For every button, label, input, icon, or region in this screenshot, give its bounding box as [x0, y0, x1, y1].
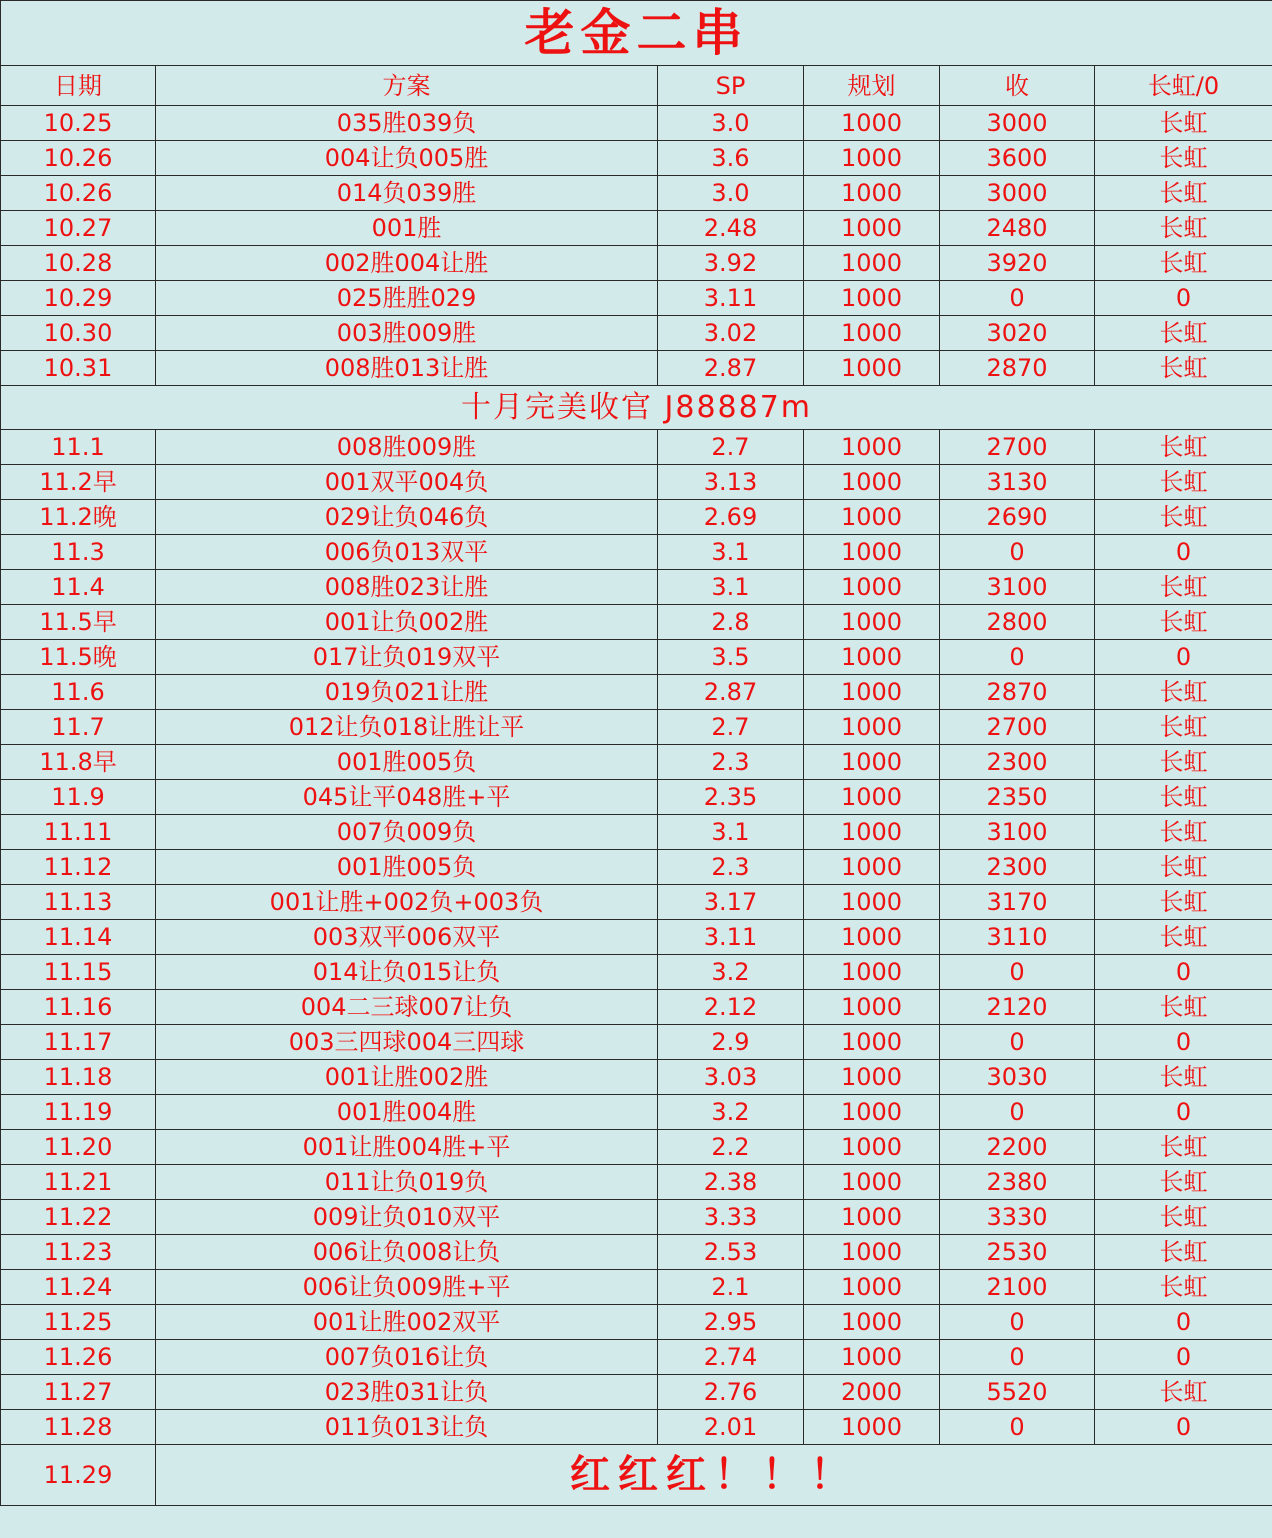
table-row — [1, 885, 1272, 920]
cell-sp: 3.2 — [658, 1095, 804, 1130]
table-row — [1, 316, 1272, 351]
table-row — [1, 1060, 1272, 1095]
cell-return: 3100 — [940, 815, 1095, 850]
cell-stake: 1000 — [804, 570, 940, 605]
table-row — [1, 955, 1272, 990]
cell-date: 11.28 — [1, 1410, 156, 1445]
cell-sp: 2.35 — [658, 780, 804, 815]
cell-stake: 1000 — [804, 1095, 940, 1130]
cell-stake: 1000 — [804, 1025, 940, 1060]
cell-plan: 001胜 — [156, 211, 658, 246]
cell-date: 10.31 — [1, 351, 156, 386]
cell-result: 长虹 — [1095, 885, 1272, 920]
cell-date: 11.24 — [1, 1270, 156, 1305]
cell-plan: 001让胜002双平 — [156, 1305, 658, 1340]
header-date: 日期 — [1, 66, 156, 106]
cell-result: 长虹 — [1095, 246, 1272, 281]
cell-sp: 3.6 — [658, 141, 804, 176]
cell-stake: 1000 — [804, 605, 940, 640]
table-row — [1, 1305, 1272, 1340]
cell-sp: 3.0 — [658, 176, 804, 211]
cell-plan: 001胜005负 — [156, 745, 658, 780]
cell-plan: 001让负002胜 — [156, 605, 658, 640]
cell-stake: 1000 — [804, 815, 940, 850]
cell-sp: 3.13 — [658, 465, 804, 500]
cell-sp: 2.74 — [658, 1340, 804, 1375]
cell-result: 0 — [1095, 281, 1272, 316]
cell-sp: 3.11 — [658, 281, 804, 316]
header-plan: 方案 — [156, 66, 658, 106]
cell-plan: 014负039胜 — [156, 176, 658, 211]
cell-sp: 2.95 — [658, 1305, 804, 1340]
cell-stake: 1000 — [804, 465, 940, 500]
cell-sp: 2.3 — [658, 850, 804, 885]
cell-sp: 2.87 — [658, 675, 804, 710]
cell-date: 11.2早 — [1, 465, 156, 500]
cell-sp: 2.48 — [658, 211, 804, 246]
cell-sp: 2.76 — [658, 1375, 804, 1410]
cell-result: 长虹 — [1095, 1130, 1272, 1165]
cell-stake: 1000 — [804, 1410, 940, 1445]
cell-result: 长虹 — [1095, 500, 1272, 535]
cell-return: 0 — [940, 535, 1095, 570]
cell-return: 2300 — [940, 850, 1095, 885]
cell-return: 2700 — [940, 430, 1095, 465]
cell-plan: 007负016让负 — [156, 1340, 658, 1375]
cell-date: 11.7 — [1, 710, 156, 745]
cell-date: 11.18 — [1, 1060, 156, 1095]
cell-return: 2350 — [940, 780, 1095, 815]
cell-plan: 019负021让胜 — [156, 675, 658, 710]
cell-result: 长虹 — [1095, 106, 1272, 141]
cell-result: 长虹 — [1095, 605, 1272, 640]
cell-sp: 2.53 — [658, 1235, 804, 1270]
cell-date: 11.4 — [1, 570, 156, 605]
cell-result: 0 — [1095, 1025, 1272, 1060]
cell-return: 3000 — [940, 106, 1095, 141]
cell-plan: 003胜009胜 — [156, 316, 658, 351]
cell-sp: 2.8 — [658, 605, 804, 640]
cell-result: 0 — [1095, 640, 1272, 675]
cell-date: 10.26 — [1, 176, 156, 211]
cell-sp: 2.1 — [658, 1270, 804, 1305]
table-row — [1, 815, 1272, 850]
cell-stake: 1000 — [804, 920, 940, 955]
cell-date: 11.25 — [1, 1305, 156, 1340]
cell-plan: 008胜023让胜 — [156, 570, 658, 605]
cell-stake: 1000 — [804, 640, 940, 675]
cell-plan: 002胜004让胜 — [156, 246, 658, 281]
table-row — [1, 1235, 1272, 1270]
table-row — [1, 745, 1272, 780]
cell-date: 11.3 — [1, 535, 156, 570]
cell-stake: 1000 — [804, 780, 940, 815]
cell-date: 11.11 — [1, 815, 156, 850]
table-row — [1, 535, 1272, 570]
cell-return: 3600 — [940, 141, 1095, 176]
cell-date: 11.26 — [1, 1340, 156, 1375]
table-row — [1, 1270, 1272, 1305]
cell-stake: 1000 — [804, 990, 940, 1025]
header-stake: 规划 — [804, 66, 940, 106]
cell-sp: 2.01 — [658, 1410, 804, 1445]
cell-date: 11.20 — [1, 1130, 156, 1165]
cell-date: 11.22 — [1, 1200, 156, 1235]
cell-plan: 011让负019负 — [156, 1165, 658, 1200]
table-row — [1, 850, 1272, 885]
cell-date: 10.27 — [1, 211, 156, 246]
cell-result: 长虹 — [1095, 710, 1272, 745]
cell-return: 3130 — [940, 465, 1095, 500]
cell-sp: 3.0 — [658, 106, 804, 141]
cell-return: 2120 — [940, 990, 1095, 1025]
cell-stake: 1000 — [804, 281, 940, 316]
cell-result: 长虹 — [1095, 1165, 1272, 1200]
cell-plan: 001胜005负 — [156, 850, 658, 885]
table-row — [1, 675, 1272, 710]
table-row — [1, 1375, 1272, 1410]
cell-date: 11.21 — [1, 1165, 156, 1200]
cell-result: 长虹 — [1095, 570, 1272, 605]
cell-stake: 1000 — [804, 955, 940, 990]
cell-plan: 014让负015让负 — [156, 955, 658, 990]
cell-return: 2870 — [940, 351, 1095, 386]
cell-date: 11.9 — [1, 780, 156, 815]
cell-result: 长虹 — [1095, 1375, 1272, 1410]
cell-stake: 1000 — [804, 710, 940, 745]
cell-plan: 006负013双平 — [156, 535, 658, 570]
cell-result: 长虹 — [1095, 1200, 1272, 1235]
cell-result: 长虹 — [1095, 465, 1272, 500]
cell-stake: 1000 — [804, 351, 940, 386]
cell-date: 11.17 — [1, 1025, 156, 1060]
cell-date: 11.27 — [1, 1375, 156, 1410]
cell-sp: 3.03 — [658, 1060, 804, 1095]
cell-result: 长虹 — [1095, 1235, 1272, 1270]
cell-date: 11.23 — [1, 1235, 156, 1270]
cell-sp: 2.3 — [658, 745, 804, 780]
sheet-title: 老金二串 — [1, 1, 1272, 66]
cell-return: 0 — [940, 1410, 1095, 1445]
cell-sp: 3.5 — [658, 640, 804, 675]
cell-plan: 035胜039负 — [156, 106, 658, 141]
cell-result: 长虹 — [1095, 850, 1272, 885]
cell-sp: 2.69 — [658, 500, 804, 535]
cell-plan: 001让胜004胜+平 — [156, 1130, 658, 1165]
table-row — [1, 465, 1272, 500]
table-row — [1, 351, 1272, 386]
cell-return: 3020 — [940, 316, 1095, 351]
cell-stake: 1000 — [804, 1165, 940, 1200]
cell-return: 0 — [940, 640, 1095, 675]
cell-result: 长虹 — [1095, 176, 1272, 211]
cell-sp: 3.1 — [658, 570, 804, 605]
cell-plan: 004二三球007让负 — [156, 990, 658, 1025]
cell-return: 3030 — [940, 1060, 1095, 1095]
cell-return: 0 — [940, 1340, 1095, 1375]
cell-result: 0 — [1095, 955, 1272, 990]
cell-plan: 017让负019双平 — [156, 640, 658, 675]
table-row — [1, 106, 1272, 141]
cell-result: 0 — [1095, 1340, 1272, 1375]
cell-return: 2690 — [940, 500, 1095, 535]
table-row — [1, 570, 1272, 605]
cell-date: 11.19 — [1, 1095, 156, 1130]
cell-plan: 012让负018让胜让平 — [156, 710, 658, 745]
table-row — [1, 605, 1272, 640]
cell-return: 2530 — [940, 1235, 1095, 1270]
cell-plan: 011负013让负 — [156, 1410, 658, 1445]
cell-plan: 007负009负 — [156, 815, 658, 850]
table-row — [1, 1200, 1272, 1235]
cell-result: 长虹 — [1095, 141, 1272, 176]
cell-stake: 1000 — [804, 1200, 940, 1235]
table-row — [1, 710, 1272, 745]
cell-sp: 2.7 — [658, 710, 804, 745]
cell-sp: 3.17 — [658, 885, 804, 920]
cell-return: 2800 — [940, 605, 1095, 640]
header-return: 收 — [940, 66, 1095, 106]
cell-stake: 1000 — [804, 211, 940, 246]
cell-plan: 001让胜002胜 — [156, 1060, 658, 1095]
cell-return: 2480 — [940, 211, 1095, 246]
cell-date: 11.5晚 — [1, 640, 156, 675]
table-row — [1, 211, 1272, 246]
cell-result: 长虹 — [1095, 316, 1272, 351]
cell-sp: 3.92 — [658, 246, 804, 281]
final-message: 红红红！！！ — [156, 1445, 1272, 1506]
cell-result: 0 — [1095, 1410, 1272, 1445]
cell-return: 2870 — [940, 675, 1095, 710]
cell-date: 11.14 — [1, 920, 156, 955]
cell-stake: 1000 — [804, 500, 940, 535]
cell-plan: 009让负010双平 — [156, 1200, 658, 1235]
cell-return: 0 — [940, 955, 1095, 990]
cell-stake: 1000 — [804, 885, 940, 920]
cell-plan: 001双平004负 — [156, 465, 658, 500]
table-row — [1, 990, 1272, 1025]
cell-sp: 3.33 — [658, 1200, 804, 1235]
cell-result: 长虹 — [1095, 990, 1272, 1025]
cell-plan: 045让平048胜+平 — [156, 780, 658, 815]
cell-date: 11.5早 — [1, 605, 156, 640]
cell-result: 长虹 — [1095, 920, 1272, 955]
cell-plan: 006让负009胜+平 — [156, 1270, 658, 1305]
table-row — [1, 1165, 1272, 1200]
cell-date: 10.25 — [1, 106, 156, 141]
final-row — [1, 1445, 1272, 1506]
cell-date: 11.13 — [1, 885, 156, 920]
cell-stake: 1000 — [804, 246, 940, 281]
cell-stake: 1000 — [804, 535, 940, 570]
table-row — [1, 1340, 1272, 1375]
cell-stake: 1000 — [804, 1130, 940, 1165]
cell-return: 3100 — [940, 570, 1095, 605]
cell-plan: 029让负046负 — [156, 500, 658, 535]
cell-plan: 004让负005胜 — [156, 141, 658, 176]
final-date: 11.29 — [1, 1445, 156, 1506]
cell-plan: 006让负008让负 — [156, 1235, 658, 1270]
cell-return: 0 — [940, 1095, 1095, 1130]
cell-result: 0 — [1095, 535, 1272, 570]
cell-result: 长虹 — [1095, 1060, 1272, 1095]
cell-sp: 3.1 — [658, 535, 804, 570]
cell-plan: 003三四球004三四球 — [156, 1025, 658, 1060]
cell-result: 长虹 — [1095, 815, 1272, 850]
cell-stake: 2000 — [804, 1375, 940, 1410]
cell-stake: 1000 — [804, 1340, 940, 1375]
cell-date: 11.15 — [1, 955, 156, 990]
cell-date: 11.8早 — [1, 745, 156, 780]
cell-return: 2300 — [940, 745, 1095, 780]
cell-sp: 2.9 — [658, 1025, 804, 1060]
cell-result: 长虹 — [1095, 675, 1272, 710]
cell-result: 0 — [1095, 1305, 1272, 1340]
header-sp: SP — [658, 66, 804, 106]
cell-sp: 2.38 — [658, 1165, 804, 1200]
cell-sp: 3.11 — [658, 920, 804, 955]
cell-stake: 1000 — [804, 850, 940, 885]
cell-result: 长虹 — [1095, 745, 1272, 780]
cell-return: 2200 — [940, 1130, 1095, 1165]
cell-stake: 1000 — [804, 1235, 940, 1270]
cell-date: 11.1 — [1, 430, 156, 465]
cell-stake: 1000 — [804, 1270, 940, 1305]
table-row — [1, 1025, 1272, 1060]
cell-sp: 2.87 — [658, 351, 804, 386]
cell-stake: 1000 — [804, 106, 940, 141]
cell-sp: 3.02 — [658, 316, 804, 351]
table-row — [1, 281, 1272, 316]
cell-date: 11.6 — [1, 675, 156, 710]
cell-result: 0 — [1095, 1095, 1272, 1130]
cell-date: 10.26 — [1, 141, 156, 176]
table-row — [1, 246, 1272, 281]
cell-plan: 003双平006双平 — [156, 920, 658, 955]
cell-stake: 1000 — [804, 675, 940, 710]
cell-stake: 1000 — [804, 141, 940, 176]
cell-date: 10.29 — [1, 281, 156, 316]
cell-sp: 3.1 — [658, 815, 804, 850]
cell-stake: 1000 — [804, 1060, 940, 1095]
october-summary-banner: 十月完美收官 J88887m — [1, 386, 1272, 430]
cell-return: 3110 — [940, 920, 1095, 955]
cell-stake: 1000 — [804, 430, 940, 465]
cell-plan: 008胜013让胜 — [156, 351, 658, 386]
cell-plan: 025胜胜029 — [156, 281, 658, 316]
cell-stake: 1000 — [804, 316, 940, 351]
cell-return: 3000 — [940, 176, 1095, 211]
cell-plan: 008胜009胜 — [156, 430, 658, 465]
cell-return: 0 — [940, 1025, 1095, 1060]
cell-plan: 001让胜+002负+003负 — [156, 885, 658, 920]
cell-return: 3330 — [940, 1200, 1095, 1235]
table-row — [1, 500, 1272, 535]
cell-result: 长虹 — [1095, 211, 1272, 246]
table-row — [1, 920, 1272, 955]
cell-stake: 1000 — [804, 745, 940, 780]
header-result: 长虹/0 — [1095, 66, 1272, 106]
cell-date: 10.28 — [1, 246, 156, 281]
cell-date: 11.16 — [1, 990, 156, 1025]
cell-sp: 2.12 — [658, 990, 804, 1025]
cell-return: 3920 — [940, 246, 1095, 281]
cell-result: 长虹 — [1095, 351, 1272, 386]
cell-return: 3170 — [940, 885, 1095, 920]
header-row — [1, 66, 1272, 106]
table-row — [1, 141, 1272, 176]
cell-sp: 3.2 — [658, 955, 804, 990]
table-row — [1, 430, 1272, 465]
cell-result: 长虹 — [1095, 780, 1272, 815]
table-row — [1, 1130, 1272, 1165]
table-row — [1, 176, 1272, 211]
cell-return: 2100 — [940, 1270, 1095, 1305]
cell-stake: 1000 — [804, 176, 940, 211]
cell-plan: 023胜031让负 — [156, 1375, 658, 1410]
cell-result: 长虹 — [1095, 430, 1272, 465]
table-row — [1, 640, 1272, 675]
cell-return: 5520 — [940, 1375, 1095, 1410]
cell-return: 2700 — [940, 710, 1095, 745]
table-row — [1, 780, 1272, 815]
cell-date: 11.2晚 — [1, 500, 156, 535]
table-row — [1, 1410, 1272, 1445]
cell-return: 0 — [940, 1305, 1095, 1340]
cell-result: 长虹 — [1095, 1270, 1272, 1305]
cell-sp: 2.2 — [658, 1130, 804, 1165]
cell-sp: 2.7 — [658, 430, 804, 465]
cell-date: 11.12 — [1, 850, 156, 885]
cell-plan: 001胜004胜 — [156, 1095, 658, 1130]
cell-date: 10.30 — [1, 316, 156, 351]
cell-return: 0 — [940, 281, 1095, 316]
cell-return: 2380 — [940, 1165, 1095, 1200]
table-row — [1, 1095, 1272, 1130]
cell-stake: 1000 — [804, 1305, 940, 1340]
